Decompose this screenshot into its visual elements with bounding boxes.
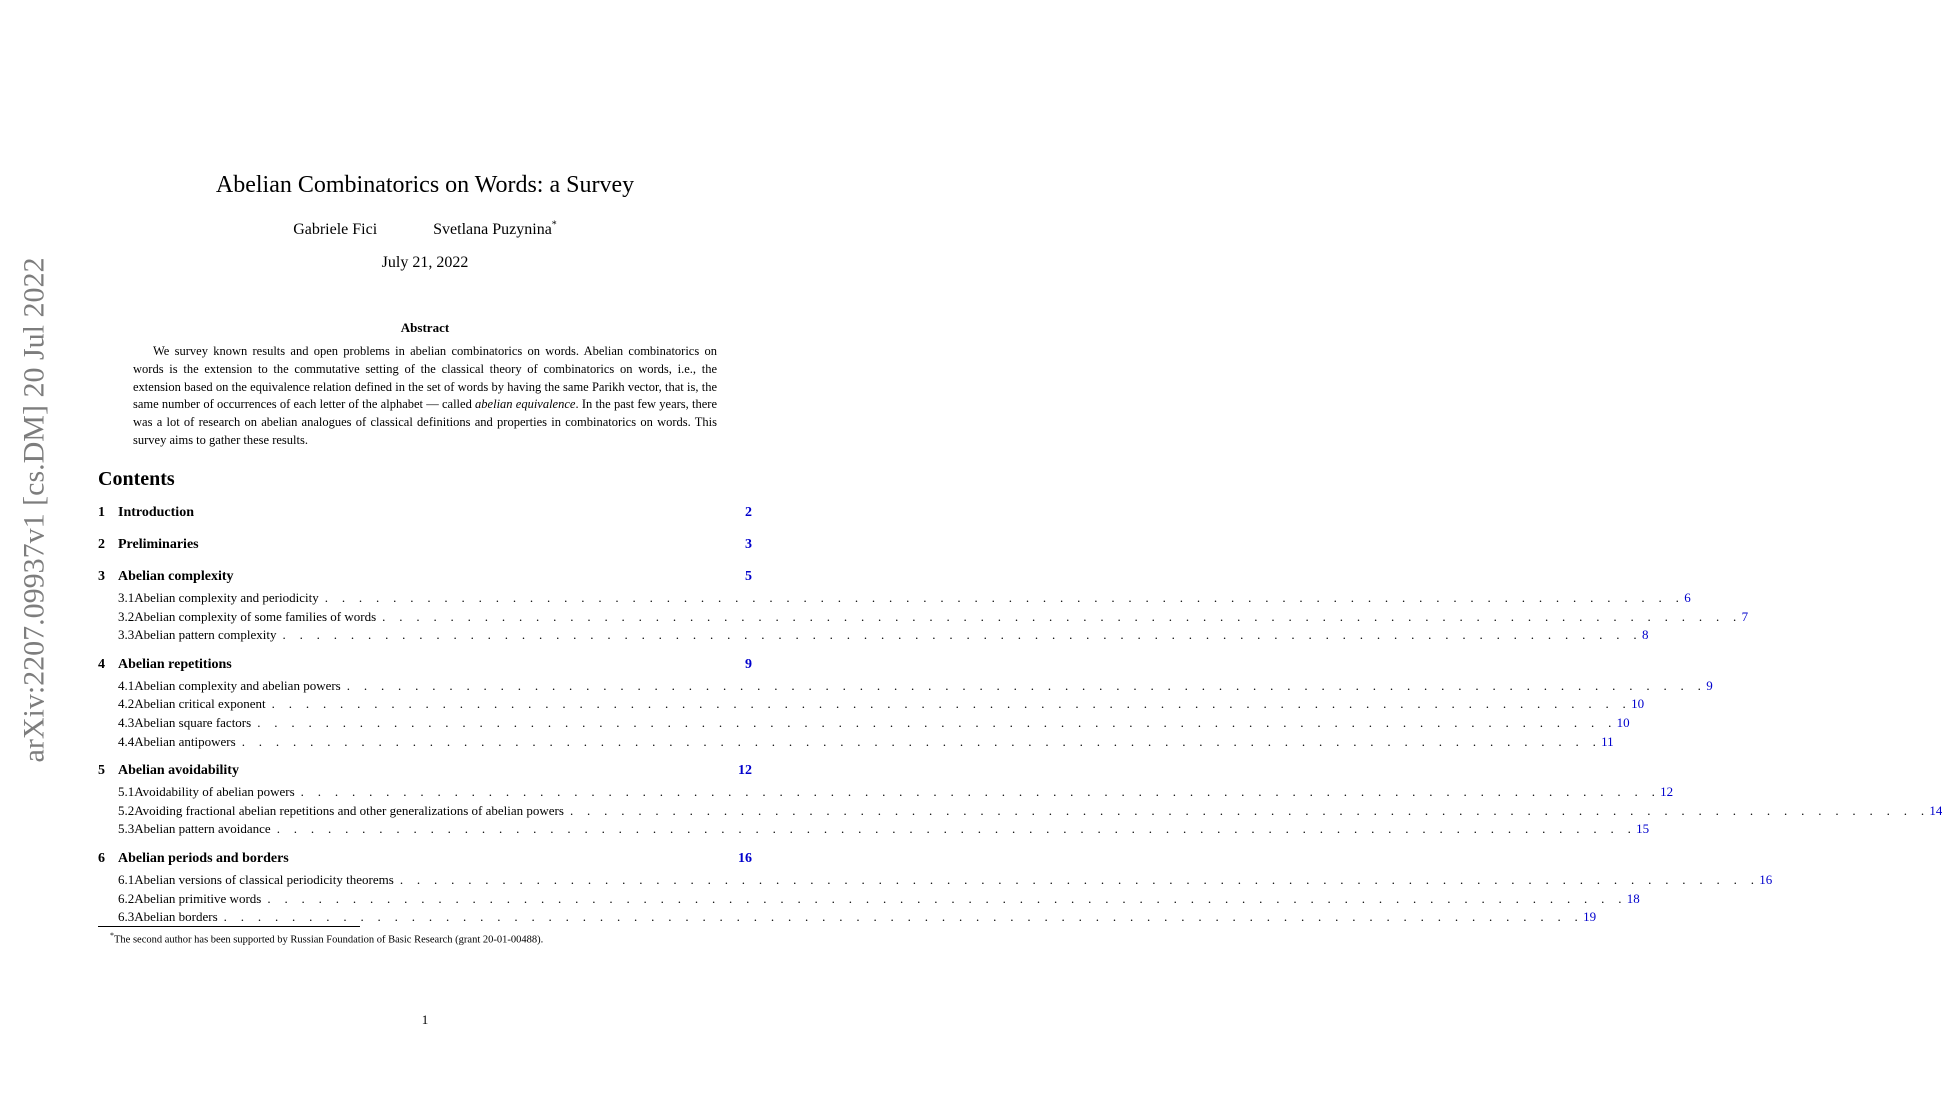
toc-subsection-title[interactable]: Avoidability of abelian powers — [134, 784, 295, 800]
toc-subsection-number: 4.3 — [118, 714, 135, 730]
toc-section-number: 1 — [98, 505, 105, 520]
toc-subsection-page-link[interactable]: 18 — [1626, 890, 1640, 906]
toc-leader-dots: . . . . . . . . . . . . . . . . . . . . . . . . . . . . . . . . . . . . . . . . . . . . . . . . . . . . . . . . . . . . . . . . . . . . . . . . . . . . . . . . — [569, 802, 1930, 818]
toc-subsection-page-link[interactable]: 16 — [1759, 871, 1773, 887]
toc-section-title[interactable]: Abelian avoidability — [118, 763, 239, 779]
toc-subsection-row[interactable] — [98, 714, 1630, 734]
toc-subsection-number: 3.3 — [118, 627, 135, 643]
paper-title: Abelian Combinatorics on Words: a Survey — [215, 172, 635, 198]
toc-subsection-row[interactable] — [98, 627, 1649, 646]
abstract-text-part: We survey known results and open problems in abelian combinatorics on words. Abelian combinatorics on words is the extension to the commutative setting of the classical theory of combinatorics on words, i.e., the extension based on the equivalence relation defined in the set of words by having the same Parikh vector, that is, the same number of occurrences of each letter of the alphabet — called — [133, 344, 717, 412]
toc-section-row[interactable] — [98, 657, 752, 678]
toc-section-page-link[interactable]: 5 — [745, 569, 752, 584]
footnote-divider — [98, 926, 360, 927]
toc-subsection-row[interactable] — [98, 696, 1645, 715]
footnote — [110, 931, 750, 946]
toc-section-page-link[interactable]: 12 — [738, 763, 752, 779]
toc-leader-dots: . . . . . . . . . . . . . . . . . . . . . . . . . . . . . . . . . . . . . . . . . . . . . . . . . . . . . . . . . . . . . . . . . . . . . . . . . . . . . . . . — [271, 696, 1632, 712]
abstract-heading: Abstract — [400, 320, 450, 335]
toc-subsection-number: 3.1 — [118, 590, 135, 605]
toc-section-row[interactable] — [98, 851, 752, 872]
footnote-mark: * — [110, 931, 114, 940]
toc-section-page-link[interactable]: 9 — [745, 656, 752, 672]
toc-section-row[interactable] — [98, 763, 752, 784]
toc-subsection-number: 5.2 — [118, 802, 135, 818]
toc-subsection-row[interactable] — [98, 677, 1713, 697]
toc-section-number: 5 — [98, 763, 105, 779]
toc-subsection-title[interactable]: Abelian primitive words — [134, 890, 262, 906]
toc-section-page-link[interactable]: 2 — [745, 505, 752, 520]
toc-subsection-title[interactable]: Abelian pattern avoidance — [134, 821, 271, 837]
toc-subsection-title[interactable]: Abelian critical exponent — [134, 696, 266, 712]
toc-leader-dots: . . . . . . . . . . . . . . . . . . . . . . . . . . . . . . . . . . . . . . . . . . . . . . . . . . . . . . . . . . . . . . . . . . . . . . . . . . . . . . . . — [223, 909, 1584, 925]
toc-subsection-row[interactable] — [98, 733, 1614, 753]
toc-subsection-number: 5.3 — [118, 821, 135, 837]
toc-subsection-number: 6.1 — [118, 871, 135, 887]
arxiv-identifier: arXiv:2207.09937v1 [cs.DM] 20 Jul 2022 — [17, 257, 50, 763]
toc-section-title[interactable]: Abelian repetitions — [118, 656, 232, 672]
table-of-contents — [98, 505, 1942, 928]
toc-leader-dots: . . . . . . . . . . . . . . . . . . . . . . . . . . . . . . . . . . . . . . . . . . . . . . . . . . . . . . . . . . . . . . . . . . . . . . . . . . . . . . . . — [241, 733, 1602, 749]
abstract-text-part: . In the past few years, there was a lot of research on abelian analogues of classical definitions and properties in combinatorics on words. This survey aims to gather these results. — [133, 397, 717, 447]
footnote-text: The second author has been supported by Russian Foundation of Basic Research (grant 20-01-00488). — [114, 934, 544, 946]
toc-section-row[interactable] — [98, 537, 752, 558]
contents-heading: Contents — [98, 468, 175, 490]
toc-section-number: 3 — [98, 569, 105, 584]
author-name: Gabriele Fici — [293, 221, 378, 239]
toc-subsection-page-link[interactable]: 8 — [1641, 627, 1649, 643]
toc-subsection-title[interactable]: Abelian complexity and abelian powers — [134, 677, 341, 693]
toc-subsection-number: 5.1 — [118, 784, 135, 800]
toc-subsection-number: 4.2 — [118, 696, 135, 712]
toc-section-title[interactable]: Preliminaries — [118, 537, 199, 552]
toc-leader-dots: . . . . . . . . . . . . . . . . . . . . . . . . . . . . . . . . . . . . . . . . . . . . . . . . . . . . . . . . . . . . . . . . . . . . . . . . . . . . . . . . — [267, 890, 1627, 906]
toc-leader-dots: . . . . . . . . . . . . . . . . . . . . . . . . . . . . . . . . . . . . . . . . . . . . . . . . . . . . . . . . . . . . . . . . . . . . . . . . . . . . . . . . — [324, 590, 1685, 605]
toc-subsection-number: 3.2 — [118, 608, 135, 624]
toc-section-title[interactable]: Abelian periods and borders — [118, 850, 289, 866]
toc-subsection-title[interactable]: Abelian pattern complexity — [134, 627, 277, 643]
toc-subsection-title[interactable]: Abelian borders — [134, 909, 218, 925]
toc-section-page-link[interactable]: 16 — [738, 850, 752, 866]
arxiv-sidebar — [14, 257, 54, 763]
abstract-text — [133, 343, 717, 450]
toc-leader-dots: . . . . . . . . . . . . . . . . . . . . . . . . . . . . . . . . . . . . . . . . . . . . . . . . . . . . . . . . . . . . . . . . . . . . . . . . . . . . . . . . — [346, 677, 1707, 693]
toc-subsection-title[interactable]: Abelian complexity and periodicity — [134, 590, 319, 605]
toc-subsection-row[interactable] — [98, 590, 1691, 609]
toc-subsection-page-link[interactable]: 11 — [1601, 733, 1614, 749]
toc-subsection-number: 4.4 — [118, 733, 135, 749]
toc-subsection-title[interactable]: Abelian versions of classical periodicity theorems — [134, 871, 394, 887]
toc-leader-dots: . . . . . . . . . . . . . . . . . . . . . . . . . . . . . . . . . . . . . . . . . . . . . . . . . . . . . . . . . . . . . . . . . . . . . . . . . . . . . . . . — [276, 821, 1637, 837]
toc-subsection-page-link[interactable]: 9 — [1706, 677, 1713, 693]
abstract-emphasis: abelian equivalence — [475, 397, 576, 412]
page-number: 1 — [421, 1012, 429, 1027]
toc-section-number: 6 — [98, 850, 105, 866]
toc-leader-dots: . . . . . . . . . . . . . . . . . . . . . . . . . . . . . . . . . . . . . . . . . . . . . . . . . . . . . . . . . . . . . . . . . . . . . . . . . . . . . . . . — [282, 627, 1642, 643]
author-list — [0, 220, 850, 239]
toc-section-page-link[interactable]: 3 — [745, 537, 752, 552]
author-name-with-mark — [433, 221, 557, 238]
toc-section-title[interactable]: Abelian complexity — [118, 569, 234, 584]
toc-subsection-row[interactable] — [98, 608, 1749, 628]
toc-subsection-page-link[interactable]: 6 — [1684, 590, 1691, 605]
toc-subsection-row[interactable] — [98, 802, 1942, 822]
toc-subsection-page-link[interactable]: 15 — [1636, 821, 1650, 837]
toc-subsection-title[interactable]: Abelian antipowers — [134, 733, 236, 749]
toc-subsection-number: 4.1 — [118, 677, 135, 693]
author-name: Svetlana Puzynina — [433, 221, 552, 239]
toc-subsection-row[interactable] — [98, 821, 1650, 840]
toc-section-number: 2 — [98, 537, 105, 552]
toc-subsection-title[interactable]: Abelian complexity of some families of words — [134, 608, 377, 624]
toc-leader-dots: . . . . . . . . . . . . . . . . . . . . . . . . . . . . . . . . . . . . . . . . . . . . . . . . . . . . . . . . . . . . . . . . . . . . . . . . . . . . . . . . — [300, 784, 1661, 800]
toc-subsection-row[interactable] — [98, 871, 1773, 891]
toc-leader-dots: . . . . . . . . . . . . . . . . . . . . . . . . . . . . . . . . . . . . . . . . . . . . . . . . . . . . . . . . . . . . . . . . . . . . . . . . . . . . . . . . — [257, 714, 1617, 730]
toc-subsection-page-link[interactable]: 10 — [1631, 696, 1645, 712]
toc-section-row[interactable] — [98, 569, 752, 590]
toc-subsection-title[interactable]: Abelian square factors — [134, 714, 252, 730]
toc-subsection-page-link[interactable]: 7 — [1741, 608, 1749, 624]
toc-subsection-title[interactable]: Avoiding fractional abelian repetitions and other generalizations of abelian powers — [134, 802, 564, 818]
toc-section-title[interactable]: Introduction — [118, 505, 194, 520]
toc-subsection-page-link[interactable]: 14 — [1929, 802, 1942, 818]
toc-subsection-number: 6.3 — [118, 909, 135, 925]
toc-leader-dots: . . . . . . . . . . . . . . . . . . . . . . . . . . . . . . . . . . . . . . . . . . . . . . . . . . . . . . . . . . . . . . . . . . . . . . . . . . . . . . . . — [382, 608, 1742, 624]
toc-subsection-number: 6.2 — [118, 890, 135, 906]
toc-subsection-page-link[interactable]: 12 — [1660, 784, 1674, 800]
toc-subsection-row[interactable] — [98, 784, 1674, 803]
toc-subsection-row[interactable] — [98, 890, 1640, 910]
toc-leader-dots: . . . . . . . . . . . . . . . . . . . . . . . . . . . . . . . . . . . . . . . . . . . . . . . . . . . . . . . . . . . . . . . . . . . . . . . . . . . . . . . . — [399, 871, 1760, 887]
toc-section-row[interactable] — [98, 505, 752, 526]
toc-section-number: 4 — [98, 656, 105, 672]
toc-subsection-page-link[interactable]: 10 — [1616, 714, 1630, 730]
toc-subsection-page-link[interactable]: 19 — [1583, 909, 1597, 925]
paper-date: July 21, 2022 — [381, 254, 469, 271]
toc-subsection-row[interactable] — [98, 909, 1597, 928]
author-footnote-mark: * — [551, 220, 557, 231]
